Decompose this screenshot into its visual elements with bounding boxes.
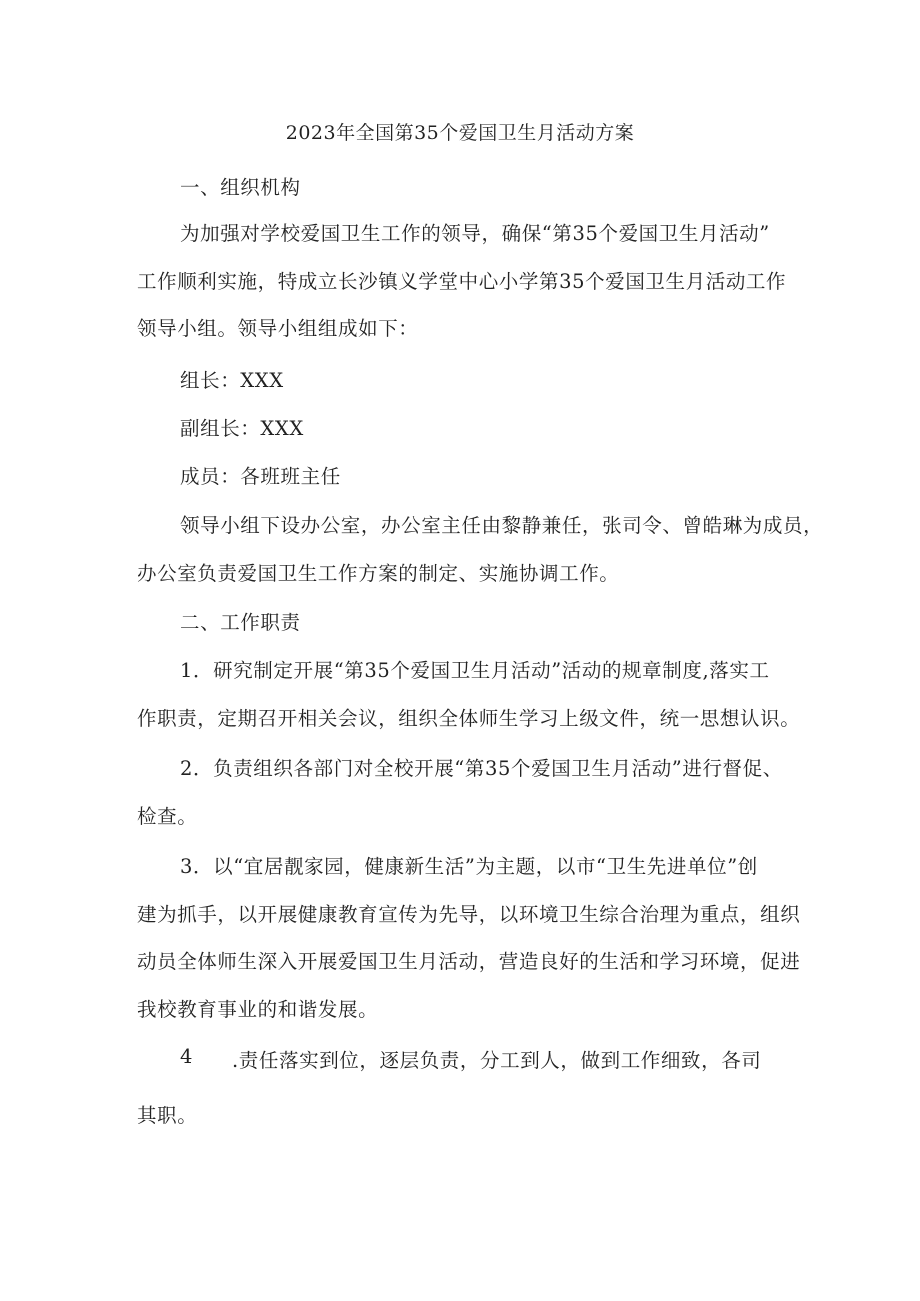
paragraph-1-line-2: 工作顺利实施，特成立长沙镇义学堂中心小学第35个爱国卫生月活动工作: [137, 270, 787, 293]
item-2-line-1: 2．负责组织各部门对全校开展“第35个爱国卫生月活动”进行督促、: [180, 757, 783, 780]
item-1-line-2: 作职责，定期召开相关会议，组织全体师生学习上级文件，统一思想认识。: [137, 707, 801, 730]
section-heading-1: 一、组织机构: [180, 176, 301, 199]
item-3-line-3: 动员全体师生深入开展爱国卫生月活动，营造良好的生活和学习环境，促进: [137, 950, 801, 973]
item-3-line-1: 3．以“宜居靓家园，健康新生活”为主题，以市“卫生先进单位”创: [180, 855, 758, 878]
leader-line: 组长：XXX: [180, 369, 284, 392]
item-4-number: 4: [180, 1045, 193, 1068]
item-4-line-1: .责任落实到位，逐层负责，分工到人，做到工作细致，各司: [232, 1049, 762, 1072]
section-heading-2: 二、工作职责: [180, 611, 301, 634]
item-2-line-2: 检查。: [137, 805, 198, 828]
page-title: 2023年全国第35个爱国卫生月活动方案: [285, 122, 635, 144]
members-line: 成员：各班班主任: [180, 465, 341, 488]
paragraph-1-line-3: 领导小组。领导小组组成如下：: [137, 317, 419, 340]
paragraph-2-line-2: 办公室负责爱国卫生工作方案的制定、实施协调工作。: [137, 562, 620, 585]
paragraph-1-line-1: 为加强对学校爱国卫生工作的领导，确保“第35个爱国卫生月活动”: [180, 222, 770, 245]
item-1-line-1: 1．研究制定开展“第35个爱国卫生月活动”活动的规章制度,落实工: [180, 659, 770, 682]
item-3-line-4: 我校教育事业的和谐发展。: [137, 998, 379, 1021]
item-3-line-2: 建为抓手，以开展健康教育宣传为先导，以环境卫生综合治理为重点，组织: [137, 903, 801, 926]
item-4-line-2: 其职。: [137, 1104, 198, 1127]
deputy-leader-line: 副组长：XXX: [180, 417, 304, 440]
paragraph-2-line-1: 领导小组下设办公室，办公室主任由黎静兼任，张司令、曾皓琳为成员，: [180, 514, 824, 537]
